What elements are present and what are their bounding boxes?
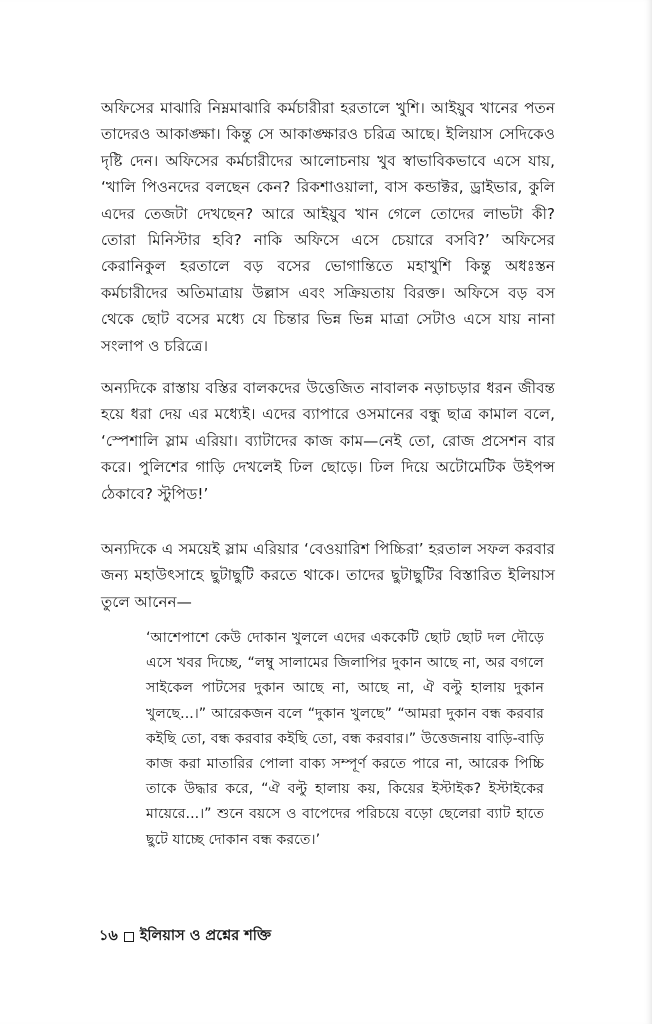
paragraph-office-workers: অফিসের মাঝারি নিম্নমাঝারি কর্মচারীরা হরতালে খুশি। আইয়ুব খানের পতন তাদেরও আকাঙ্ক্ষা। কিন্তু সে আকাঙ্ক্ষারও চরিত্র আছে। ইলিয়াস সেদিকেও দৃষ্টি দেন। অফিসের কর্মচারীদের আলোচনায় খুব স্বাভাবিকভাবে এসে যায়, ‘খালি পিওনদের বলছেন কেন? রিকশাওয়ালা, বাস কন্ডাক্টর, ড্রাইভার, কুলি এদের তেজটা দেখছেন? আরে আইয়ুব খান গেলে তোদের লাভটা কী? তোরা মিনিস্টার হবি? নাকি অফিসে এসে চেয়ারে বসবি?’ অফিসের কেরানিকুল হরতালে বড় বসের ভোগান্তিতে মহাখুশি কিন্তু অধঃস্তন কর্মচারীদের অতিমাত্রায় উল্লাস এবং সক্রিয়তায় বিরক্ত। অফিসে বড় বস থেকে ছোট বসের মধ্যে যে চিন্তার ভিন্ন ভিন্ন মাত্রা সেটাও এসে যায় নানা সংলাপ ও চরিত্রে। [101, 99, 555, 355]
running-title: ইলিয়াস ও প্রশ্নের শক্তি [139, 928, 272, 944]
block-quote: ‘আশেপাশে কেউ দোকান খুললে এদের এককেটি ছোট ছোট দল দৌড়ে এসে খবর দিচ্ছে, “লম্বু সালামের জিলাপির দুকান আছে না, অর বগলে সাইকেল পাটসের দুকান আছে না, আছে না, ঐ বল্টু হালায় দুকান খুলছে...।” আরেকজন বলে “দুকান খুলছে” “আমরা দুকান বন্ধ করবার কইছি তো, বন্ধ করবার কইছি তো, বন্ধ করবার।” উত্তেজনায় বাড়ি-বাড়ি কাজ করা মাতারির পোলা বাক্য সম্পূর্ণ করতে পারে না, আরেক পিচ্চি তাকে উদ্ধার করে, “ঐ বল্টু হালায় কয়, কিয়ের ইস্টাইক? ইস্টাইকের মায়েরে...।” শুনে বয়সে ও বাপেদের পরিচয়ে বড়ো ছেলেরা ব্যাট হাতে ছুটে যাচ্ছে দোকান বন্ধ করতে।’ [146, 630, 544, 848]
paragraph-strike-children: অন্যদিকে এ সময়েই স্লাম এরিয়ার ‘বেওয়ারিশ পিচ্চিরা’ হরতাল সফল করবার জন্য মহাউৎসাহে ছুটাছুটি করতে থাকে। তাদের ছুটাছুটির বিস্তারিত ইলিয়াস তুলে আনেন— [101, 540, 555, 611]
page-footer [99, 925, 271, 949]
square-separator-icon [124, 932, 134, 942]
paragraph-slum-boys: অন্যদিকে রাস্তায় বস্তির বালকদের উত্তেজিত নাবালক নড়াচড়ার ধরন জীবন্ত হয়ে ধরা দেয় এর মধ্যেই। এদের ব্যাপারে ওসমানের বন্ধু ছাত্র কামাল বলে, ‘স্পেশালি স্লাম এরিয়া। ব্যাটাদের কাজ কাম—নেই তো, রোজ প্রসেশন বার করে। পুলিশের গাড়ি দেখলেই ঢিল ছোড়ে। ঢিল দিয়ে অটোমেটিক উইপন্স ঠেকাবে? স্টুপিড!’ [101, 379, 555, 503]
page-number: ১৬ [99, 928, 118, 944]
